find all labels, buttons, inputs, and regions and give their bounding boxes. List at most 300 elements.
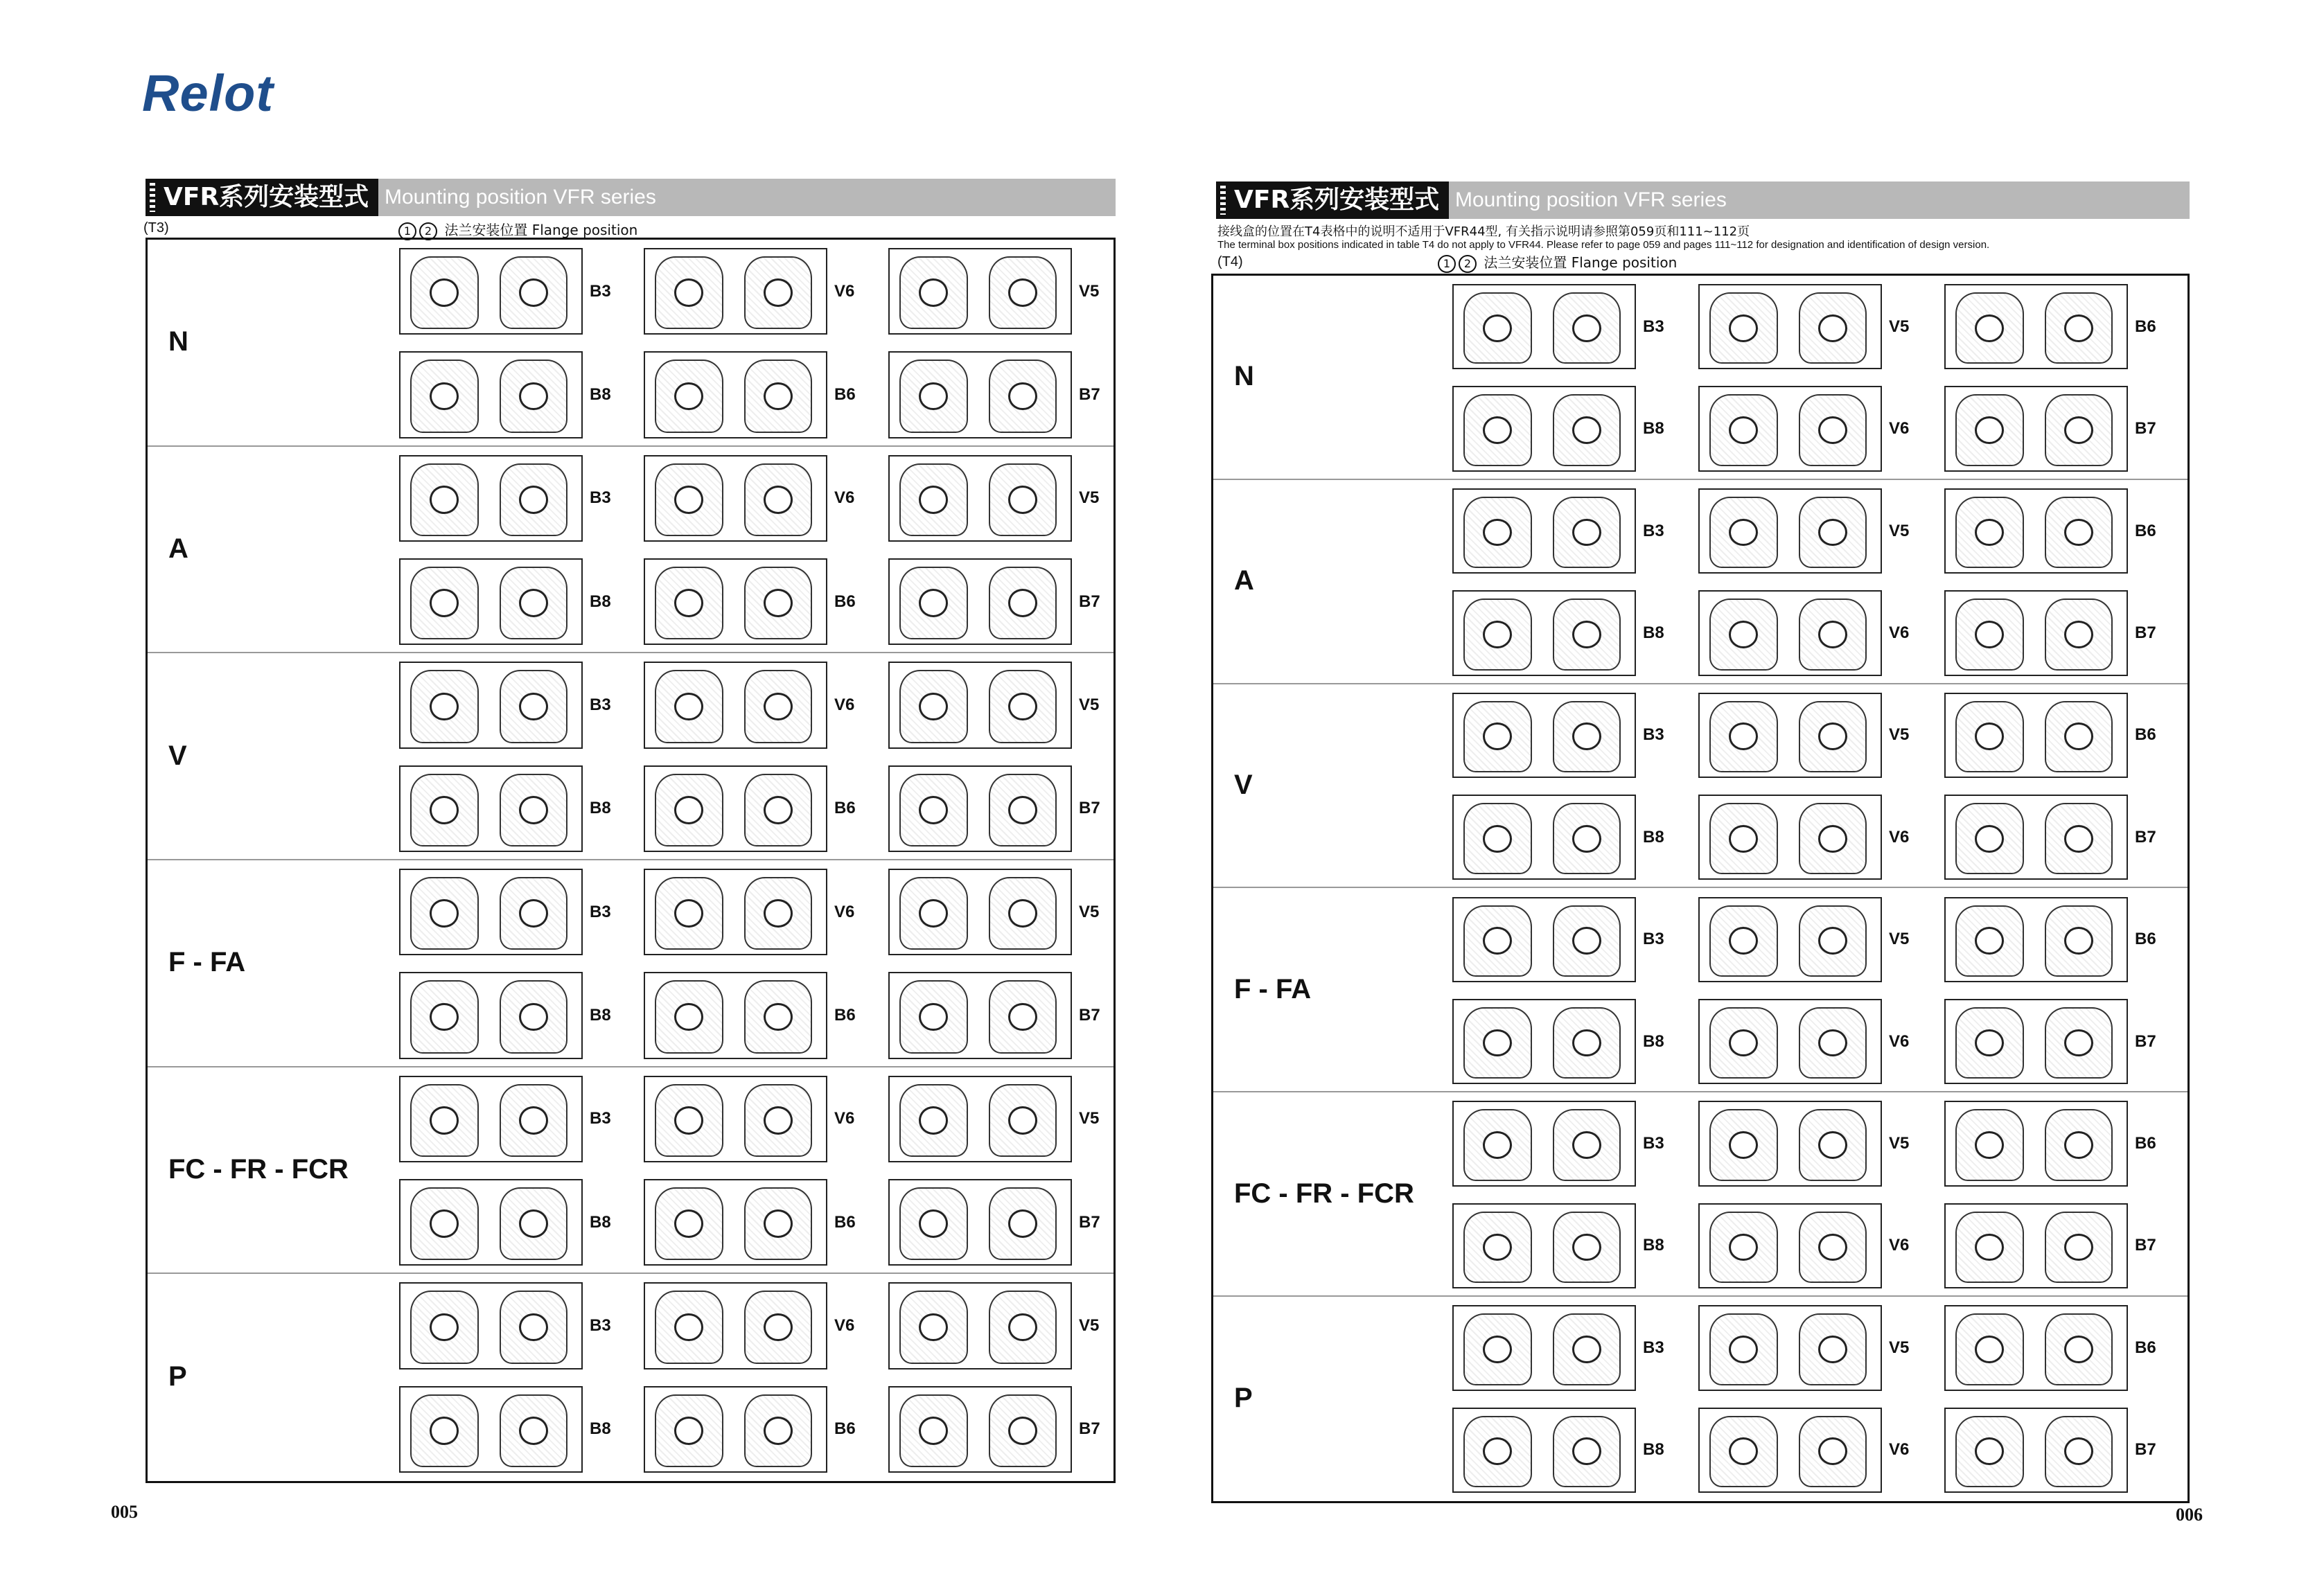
mounting-diagram [888,351,1072,438]
gearbox-icon [1553,1109,1621,1180]
position-label: B7 [1079,1419,1100,1439]
gearbox-icon [989,1291,1057,1363]
left-mounting-table [146,238,1116,1483]
gearbox-icon [1799,701,1867,772]
gearbox-icon [1799,599,1867,670]
flange-circle-1: 1 [398,222,416,240]
mounting-diagram [888,972,1072,1058]
position-label: V6 [834,281,855,301]
gearbox-icon [1955,599,2024,670]
position-label: B8 [1643,419,1664,438]
gearbox-icon [2045,292,2113,364]
position-label: V5 [1079,1109,1100,1128]
position-label: B3 [590,1315,611,1335]
position-label: B8 [590,592,611,611]
mounting-diagram [399,351,583,438]
gearbox-icon [744,774,813,846]
series-row [1213,1297,2187,1501]
gearbox-icon [744,670,813,743]
gearbox-icon [1709,599,1778,670]
gearbox-icon [744,1084,813,1157]
gearbox-icon [1553,292,1621,364]
series-label: V [168,740,187,771]
mounting-diagram [1698,999,1882,1084]
gearbox-icon [1955,497,2024,568]
gearbox-icon [1799,497,1867,568]
gearbox-icon [410,463,479,536]
right-page-number: 006 [2176,1505,2203,1525]
gearbox-icon [1955,1416,2024,1487]
gearbox-icon [1709,292,1778,364]
gearbox-icon [1709,1416,1778,1487]
position-label: B7 [2135,419,2156,438]
position-label: B6 [2135,521,2156,540]
position-label: B6 [834,592,856,611]
series-label: FC - FR - FCR [1234,1178,1414,1209]
mounting-diagram [1452,999,1636,1084]
gearbox-icon [1553,1416,1621,1487]
gearbox-icon [2045,1007,2113,1079]
gearbox-icon [1463,803,1532,874]
gearbox-icon [1553,1313,1621,1385]
mounting-diagram [888,1179,1072,1266]
flange-circle-2: 2 [419,222,437,240]
gearbox-icon [2045,497,2113,568]
position-label: V6 [834,695,855,714]
gearbox-icon [410,1394,479,1467]
mounting-diagram [1452,1101,1636,1186]
right-flange-legend [1438,251,1677,273]
series-label: A [168,533,188,564]
mounting-diagram [644,1076,827,1162]
position-label: B8 [1643,1236,1664,1255]
position-label: B3 [590,1109,611,1128]
position-label: B8 [590,1419,611,1439]
position-label: B3 [590,902,611,921]
mounting-diagram [1944,693,2128,778]
position-label: B7 [2135,623,2156,642]
mounting-diagram [1698,284,1882,369]
series-row [1213,1092,2187,1297]
gearbox-icon [1553,905,1621,977]
mounting-diagram [399,455,583,542]
gearbox-icon [1553,599,1621,670]
position-label: V5 [1889,725,1910,745]
left-banner [146,179,1116,216]
gearbox-icon [899,256,968,329]
gearbox-icon [744,1187,813,1260]
mounting-diagram [1698,1408,1882,1493]
gearbox-icon [655,980,723,1053]
series-label: A [1234,565,1254,596]
gearbox-icon [989,1084,1057,1157]
gearbox-icon [899,1394,968,1467]
gearbox-icon [989,980,1057,1053]
position-label: V5 [1079,488,1100,508]
gearbox-icon [899,877,968,950]
position-label: V6 [1889,827,1910,846]
position-label: B8 [590,799,611,818]
position-label: V6 [1889,1031,1910,1051]
flange-circle-1: 1 [1438,255,1456,273]
position-label: B6 [834,799,856,818]
right-table-tag: (T4) [1217,254,1243,269]
series-row [1213,889,2187,1093]
gearbox-icon [989,1394,1057,1467]
gearbox-icon [655,567,723,639]
position-label: B8 [590,1006,611,1025]
position-label: B8 [590,385,611,404]
mounting-diagram [399,869,583,955]
gearbox-icon [899,567,968,639]
gearbox-icon [410,1084,479,1157]
position-label: B6 [2135,1134,2156,1153]
mounting-diagram [888,1386,1072,1473]
position-label: B6 [2135,317,2156,336]
mounting-diagram [1944,1101,2128,1186]
gearbox-icon [989,463,1057,536]
gearbox-icon [500,877,568,950]
gearbox-icon [744,1394,813,1467]
gearbox-icon [1799,1212,1867,1283]
gearbox-icon [655,1187,723,1260]
mounting-diagram [1944,386,2128,471]
series-row [148,240,1113,447]
gearbox-icon [1709,1007,1778,1079]
gearbox-icon [2045,394,2113,466]
mounting-diagram [1944,1305,2128,1390]
position-label: B3 [590,281,611,301]
gearbox-icon [744,463,813,536]
position-label: V5 [1079,695,1100,714]
position-label: B7 [1079,385,1100,404]
gearbox-icon [1955,1007,2024,1079]
position-label: V5 [1079,1315,1100,1335]
mounting-diagram [888,765,1072,852]
position-label: B3 [1643,521,1664,540]
gearbox-icon [1463,1416,1532,1487]
mounting-diagram [1452,1305,1636,1390]
gearbox-icon [410,774,479,846]
mounting-diagram [644,972,827,1058]
position-label: B8 [1643,1440,1664,1460]
series-row [148,860,1113,1067]
mounting-diagram [1452,590,1636,675]
gearbox-icon [1955,1109,2024,1180]
gearbox-icon [1799,1416,1867,1487]
mounting-diagram [1944,1203,2128,1288]
position-label: B3 [1643,317,1664,336]
gearbox-icon [1799,1007,1867,1079]
position-label: B3 [1643,930,1664,949]
series-row [148,447,1113,654]
gearbox-icon [2045,599,2113,670]
gearbox-icon [1955,905,2024,977]
mounting-diagram [1452,386,1636,471]
gearbox-icon [1799,803,1867,874]
position-label: B7 [1079,799,1100,818]
position-label: B6 [2135,930,2156,949]
position-label: B3 [590,488,611,508]
flange-text: 法兰安装位置 Flange position [1484,254,1678,271]
gearbox-icon [1463,292,1532,364]
position-label: V6 [1889,1236,1910,1255]
gearbox-icon [410,670,479,743]
gearbox-icon [655,670,723,743]
position-label: B6 [834,1006,856,1025]
position-label: V6 [834,1315,855,1335]
gearbox-icon [500,1084,568,1157]
mounting-diagram [1698,488,1882,574]
position-label: B6 [2135,1338,2156,1357]
mounting-diagram [1944,488,2128,574]
position-label: B7 [1079,592,1100,611]
position-label: B8 [1643,623,1664,642]
flange-text: 法兰安装位置 Flange position [444,222,638,238]
gearbox-icon [1709,497,1778,568]
mounting-diagram [1452,488,1636,574]
mounting-diagram [399,662,583,748]
mounting-diagram [1698,386,1882,471]
position-label: B7 [2135,1236,2156,1255]
gearbox-icon [500,360,568,432]
gearbox-icon [989,774,1057,846]
right-banner-cn: VFR系列安装型式 [1216,181,1449,219]
gearbox-icon [899,1084,968,1157]
mounting-diagram [888,455,1072,542]
position-label: V5 [1079,902,1100,921]
gearbox-icon [1463,1109,1532,1180]
left-table-tag: (T3) [143,220,169,236]
mounting-diagram [399,972,583,1058]
mounting-diagram [1452,897,1636,982]
gearbox-icon [2045,701,2113,772]
mounting-diagram [1698,693,1882,778]
gearbox-icon [1709,905,1778,977]
mounting-diagram [1944,590,2128,675]
gearbox-icon [655,1291,723,1363]
gearbox-icon [1955,1313,2024,1385]
mounting-diagram [1452,284,1636,369]
gearbox-icon [500,774,568,846]
mounting-diagram [399,1076,583,1162]
gearbox-icon [989,670,1057,743]
mounting-diagram [399,1179,583,1266]
gearbox-icon [655,360,723,432]
mounting-diagram [1944,284,2128,369]
gearbox-icon [1553,497,1621,568]
series-row [148,1067,1113,1275]
position-label: V6 [834,1109,855,1128]
position-label: B7 [2135,1440,2156,1460]
gearbox-icon [1955,1212,2024,1283]
position-label: V6 [834,488,855,508]
gearbox-icon [500,463,568,536]
position-label: V5 [1079,281,1100,301]
gearbox-icon [1955,803,2024,874]
position-label: B3 [1643,1338,1664,1357]
position-label: B6 [834,385,856,404]
gearbox-icon [989,256,1057,329]
left-banner-en: Mounting position VFR series [385,186,656,209]
gearbox-icon [1553,701,1621,772]
series-label: N [168,326,188,357]
series-row [1213,684,2187,889]
position-label: B3 [590,695,611,714]
gearbox-icon [655,1394,723,1467]
series-row [1213,276,2187,480]
gearbox-icon [1463,1212,1532,1283]
gearbox-icon [1463,497,1532,568]
mounting-diagram [888,248,1072,335]
gearbox-icon [1709,1109,1778,1180]
gearbox-icon [744,360,813,432]
mounting-diagram [1698,1305,1882,1390]
gearbox-icon [500,980,568,1053]
mounting-diagram [399,1282,583,1369]
mounting-diagram [1944,795,2128,880]
gearbox-icon [989,1187,1057,1260]
gearbox-icon [500,1291,568,1363]
gearbox-icon [1553,803,1621,874]
mounting-diagram [644,455,827,542]
left-banner-cn: VFR系列安装型式 [146,179,378,216]
mounting-diagram [1698,1101,1882,1186]
position-label: V5 [1889,521,1910,540]
mounting-diagram [644,1282,827,1369]
mounting-diagram [1944,1408,2128,1493]
position-label: B3 [1643,1134,1664,1153]
series-label: F - FA [168,947,246,978]
gearbox-icon [655,877,723,950]
mounting-diagram [888,558,1072,645]
gearbox-icon [2045,905,2113,977]
gearbox-icon [410,567,479,639]
mounting-diagram [1698,590,1882,675]
gearbox-icon [1463,1007,1532,1079]
gearbox-icon [1553,394,1621,466]
mounting-diagram [888,869,1072,955]
position-label: V6 [1889,1440,1910,1460]
gearbox-icon [2045,1212,2113,1283]
position-label: B3 [1643,725,1664,745]
gearbox-icon [989,877,1057,950]
mounting-diagram [1452,795,1636,880]
gearbox-icon [1709,1313,1778,1385]
gearbox-icon [1955,292,2024,364]
series-label: P [1234,1382,1253,1413]
position-label: B7 [2135,1031,2156,1051]
right-note-cn: 接线盒的位置在T4表格中的说明不适用于VFR44型, 有关指示说明请参照第059页和111~112页 [1217,224,1750,239]
mounting-diagram [1452,1408,1636,1493]
gearbox-icon [500,670,568,743]
gearbox-icon [655,774,723,846]
position-label: V6 [1889,419,1910,438]
series-row [148,653,1113,860]
gearbox-icon [744,256,813,329]
mounting-diagram [644,558,827,645]
flange-circle-2: 2 [1459,255,1477,273]
mounting-diagram [1944,999,2128,1084]
position-label: B6 [834,1419,856,1439]
position-label: B7 [1079,1006,1100,1025]
mounting-diagram [399,248,583,335]
mounting-diagram [399,558,583,645]
mounting-diagram [644,351,827,438]
gearbox-icon [1553,1212,1621,1283]
series-row [1213,480,2187,684]
position-label: B6 [834,1212,856,1232]
position-label: B7 [1079,1212,1100,1232]
right-note-en: The terminal box positions indicated in table T4 do not apply to VFR44. Please refer to page 059 and pages 111~112 for designation and identification of design version. [1217,239,1990,251]
gearbox-icon [2045,1109,2113,1180]
gearbox-icon [655,1084,723,1157]
mounting-diagram [888,1076,1072,1162]
gearbox-icon [1955,701,2024,772]
position-label: B7 [2135,827,2156,846]
gearbox-icon [500,1187,568,1260]
mounting-diagram [644,1386,827,1473]
gearbox-icon [744,567,813,639]
mounting-diagram [399,765,583,852]
gearbox-icon [410,256,479,329]
series-label: N [1234,361,1254,392]
gearbox-icon [1463,1313,1532,1385]
gearbox-icon [2045,1416,2113,1487]
series-row [148,1274,1113,1481]
gearbox-icon [744,980,813,1053]
position-label: B6 [2135,725,2156,745]
gearbox-icon [1799,292,1867,364]
gearbox-icon [1463,599,1532,670]
position-label: V6 [1889,623,1910,642]
gearbox-icon [500,567,568,639]
gearbox-icon [1553,1007,1621,1079]
right-mounting-table [1211,274,2190,1503]
left-page-number: 005 [111,1502,138,1522]
gearbox-icon [1799,1109,1867,1180]
gearbox-icon [744,1291,813,1363]
mounting-diagram [1698,897,1882,982]
gearbox-icon [500,256,568,329]
series-label: F - FA [1234,973,1312,1004]
gearbox-icon [899,1187,968,1260]
mounting-diagram [1698,1203,1882,1288]
mounting-diagram [1944,897,2128,982]
position-label: V6 [834,902,855,921]
gearbox-icon [744,877,813,950]
gearbox-icon [1463,701,1532,772]
gearbox-icon [899,670,968,743]
gearbox-icon [2045,803,2113,874]
gearbox-icon [899,980,968,1053]
mounting-diagram [399,1386,583,1473]
position-label: B8 [1643,827,1664,846]
gearbox-icon [1463,905,1532,977]
right-banner [1216,181,2190,219]
mounting-diagram [888,662,1072,748]
gearbox-icon [1463,394,1532,466]
mounting-diagram [644,869,827,955]
brand-logo: Relot [142,64,274,122]
gearbox-icon [410,360,479,432]
gearbox-icon [899,360,968,432]
gearbox-icon [989,567,1057,639]
mounting-diagram [644,765,827,852]
series-label: V [1234,770,1253,801]
gearbox-icon [1709,1212,1778,1283]
mounting-diagram [644,248,827,335]
